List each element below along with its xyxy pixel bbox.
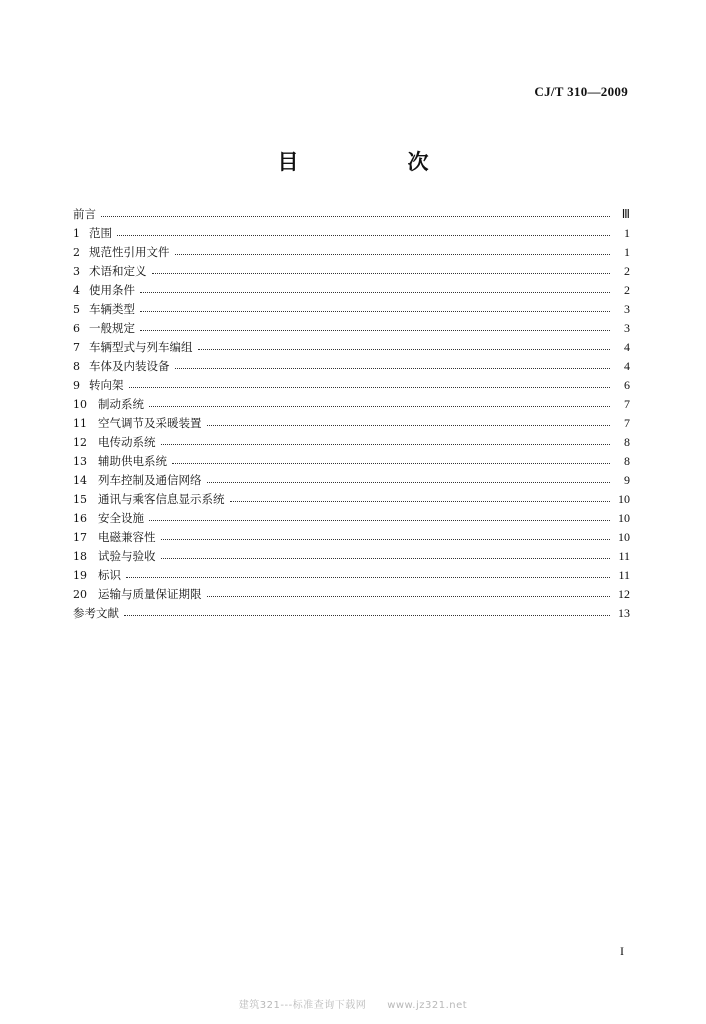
toc-entry-label: 规范性引用文件 xyxy=(89,245,170,259)
toc-entry-page: 4 xyxy=(624,340,630,354)
toc-entry-number: 14 xyxy=(73,474,87,487)
toc-dot-leader xyxy=(152,272,611,274)
toc-dot-leader xyxy=(207,481,611,483)
toc-entry-page: 7 xyxy=(624,416,630,430)
toc-entry-label: 使用条件 xyxy=(89,283,135,297)
toc-entry[interactable] xyxy=(73,262,630,281)
toc-entry-number: 4 xyxy=(73,284,80,297)
toc-dot-leader xyxy=(230,500,611,502)
toc-entry-label: 车体及内装设备 xyxy=(89,359,170,373)
toc-entry-label: 试验与验收 xyxy=(98,549,156,563)
toc-entry[interactable] xyxy=(73,205,630,224)
toc-entry-page: 8 xyxy=(624,454,630,468)
toc-dot-leader xyxy=(140,329,610,331)
toc-entry-page: 7 xyxy=(624,397,630,411)
toc-entry-number: 6 xyxy=(73,322,80,335)
toc-dot-leader xyxy=(101,215,610,217)
toc-entry-page: 1 xyxy=(624,245,630,259)
toc-entry-page: 2 xyxy=(624,264,630,278)
toc-entry-page: 12 xyxy=(618,587,630,601)
toc-entry-label: 列车控制及通信网络 xyxy=(98,473,202,487)
toc-entry-page: 13 xyxy=(618,606,630,620)
toc-entry-label: 术语和定义 xyxy=(89,264,147,278)
toc-entry[interactable] xyxy=(73,471,630,490)
toc-entry-number: 16 xyxy=(73,512,87,525)
toc-entry-label: 车辆型式与列车编组 xyxy=(89,340,193,354)
toc-entry-label: 标识 xyxy=(98,568,121,582)
toc-dot-leader xyxy=(172,462,610,464)
toc-entry-number: 15 xyxy=(73,493,87,506)
toc-entry-label: 前言 xyxy=(73,207,96,221)
toc-dot-leader xyxy=(126,576,610,578)
toc-entry-number: 10 xyxy=(73,398,87,411)
toc-entry-number: 9 xyxy=(73,379,80,392)
toc-dot-leader xyxy=(140,310,610,312)
table-of-contents xyxy=(73,205,630,623)
toc-entry-page: 2 xyxy=(624,283,630,297)
toc-entry-page: 3 xyxy=(624,321,630,335)
standard-code: CJ/T 310—2009 xyxy=(534,84,628,99)
toc-dot-leader xyxy=(175,367,611,369)
toc-dot-leader xyxy=(149,405,610,407)
toc-entry[interactable] xyxy=(73,509,630,528)
toc-entry[interactable] xyxy=(73,585,630,604)
toc-entry-number: 3 xyxy=(73,265,80,278)
toc-dot-leader xyxy=(175,253,611,255)
toc-dot-leader xyxy=(207,595,611,597)
toc-entry[interactable] xyxy=(73,224,630,243)
toc-dot-leader xyxy=(161,538,611,540)
toc-entry[interactable] xyxy=(73,528,630,547)
toc-entry-number: 8 xyxy=(73,360,80,373)
toc-entry-number: 19 xyxy=(73,569,87,582)
toc-entry-page: 9 xyxy=(624,473,630,487)
toc-dot-leader xyxy=(161,443,611,445)
toc-entry-label: 参考文献 xyxy=(73,606,119,620)
toc-entry-number: 13 xyxy=(73,455,87,468)
toc-entry-page: 8 xyxy=(624,435,630,449)
toc-entry[interactable] xyxy=(73,357,630,376)
toc-dot-leader xyxy=(140,291,610,293)
toc-entry-label: 辅助供电系统 xyxy=(98,454,167,468)
toc-entry-label: 运输与质量保证期限 xyxy=(98,587,202,601)
toc-entry-number: 5 xyxy=(73,303,80,316)
toc-entry-number: 11 xyxy=(73,417,87,430)
toc-entry-number: 2 xyxy=(73,246,80,259)
toc-entry-number: 7 xyxy=(73,341,80,354)
page-number: I xyxy=(620,944,624,958)
toc-entry[interactable] xyxy=(73,376,630,395)
page-title: 目 次 xyxy=(277,149,473,174)
toc-dot-leader xyxy=(117,234,610,236)
toc-dot-leader xyxy=(161,557,611,559)
toc-entry-page: 11 xyxy=(618,549,630,563)
toc-entry[interactable] xyxy=(73,604,630,623)
toc-entry[interactable] xyxy=(73,338,630,357)
toc-entry-label: 范围 xyxy=(89,226,112,240)
toc-entry[interactable] xyxy=(73,433,630,452)
toc-entry-label: 制动系统 xyxy=(98,397,144,411)
toc-dot-leader xyxy=(129,386,611,388)
toc-entry-page: 10 xyxy=(618,511,630,525)
watermark: 建筑321---标准查询下载网 www.jz321.net xyxy=(238,1000,468,1011)
toc-entry-page: 1 xyxy=(624,226,630,240)
toc-dot-leader xyxy=(207,424,611,426)
toc-dot-leader xyxy=(198,348,611,350)
toc-entry[interactable] xyxy=(73,281,630,300)
toc-entry-number: 20 xyxy=(73,588,87,601)
toc-entry-label: 车辆类型 xyxy=(89,302,135,316)
toc-entry-number: 12 xyxy=(73,436,87,449)
toc-entry-label: 电磁兼容性 xyxy=(98,530,156,544)
toc-entry[interactable] xyxy=(73,490,630,509)
toc-entry-page: 11 xyxy=(618,568,630,582)
toc-entry-page: 10 xyxy=(618,492,630,506)
toc-entry-page: Ⅲ xyxy=(621,207,630,221)
toc-entry-label: 转向架 xyxy=(89,378,124,392)
toc-entry-page: 3 xyxy=(624,302,630,316)
toc-entry[interactable] xyxy=(73,319,630,338)
toc-entry-label: 一般规定 xyxy=(89,321,135,335)
toc-entry[interactable] xyxy=(73,414,630,433)
toc-entry-label: 通讯与乘客信息显示系统 xyxy=(98,492,225,506)
toc-entry[interactable] xyxy=(73,452,630,471)
toc-entry-page: 10 xyxy=(618,530,630,544)
toc-entry-page: 4 xyxy=(624,359,630,373)
toc-entry[interactable] xyxy=(73,243,630,262)
toc-entry[interactable] xyxy=(73,395,630,414)
toc-entry-label: 安全设施 xyxy=(98,511,144,525)
toc-entry-number: 1 xyxy=(73,227,80,240)
toc-dot-leader xyxy=(124,614,610,616)
toc-entry-number: 18 xyxy=(73,550,87,563)
toc-entry-label: 电传动系统 xyxy=(98,435,156,449)
toc-entry[interactable] xyxy=(73,547,630,566)
toc-entry-page: 6 xyxy=(624,378,630,392)
toc-entry[interactable] xyxy=(73,566,630,585)
toc-entry[interactable] xyxy=(73,300,630,319)
toc-dot-leader xyxy=(149,519,610,521)
toc-entry-label: 空气调节及采暖装置 xyxy=(98,416,202,430)
toc-entry-number: 17 xyxy=(73,531,87,544)
